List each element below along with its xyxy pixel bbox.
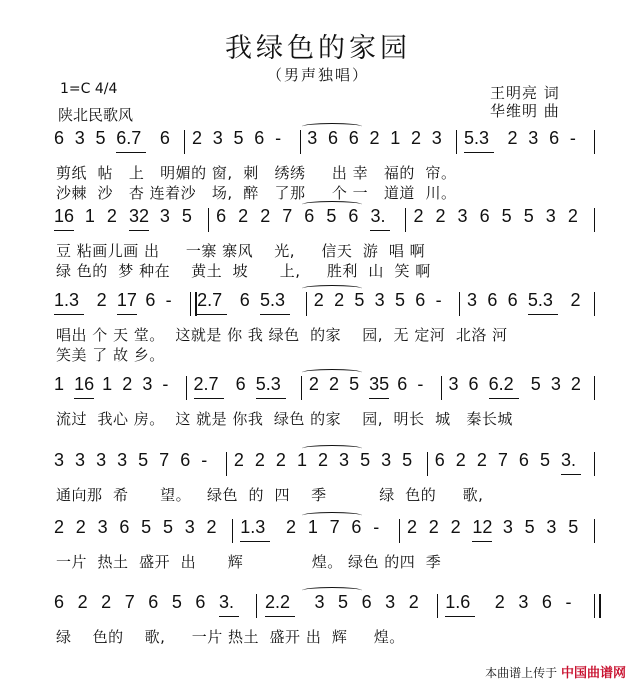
note: 3 [374,290,385,310]
note: 2 [286,517,297,537]
note: 5 [354,290,365,310]
note: 2 [406,517,417,537]
note: 6 [351,517,362,537]
beam-underline [240,541,270,542]
note: 3. [370,206,386,226]
note: - [165,290,172,310]
note: 5 [539,450,550,470]
beam-underline [445,616,475,617]
note: 2.7 [197,290,223,310]
note: 6 [304,206,315,226]
note: 1.3 [54,290,80,310]
note: 5 [360,450,371,470]
note: 2 [254,450,265,470]
note: 1 [307,517,318,537]
bar-line [232,519,233,543]
note: 2 [101,592,112,612]
note: 2 [570,374,581,394]
note: 5 [402,450,413,470]
bar-line [427,452,428,476]
note: 1 [102,374,113,394]
note: 3 [431,128,442,148]
note: 2 [260,206,271,226]
note: 6 [180,450,191,470]
note: 5 [524,517,535,537]
note: 6 [541,592,552,612]
note: - [417,374,424,394]
note-row [0,374,636,404]
note: 2 [450,517,461,537]
note: 5 [233,128,244,148]
note: 2 [494,592,505,612]
note: 2 [313,290,324,310]
lyric-line-1: 通向那 希 望。 绿色 的 四 季 绿 色的 歌, [56,486,484,504]
note: 1 [54,374,65,394]
note: 3 [96,450,107,470]
note: 6 [119,517,130,537]
note: 6 [549,128,560,148]
beam-underline [74,398,94,399]
note: 3 [528,128,539,148]
note: 3 [381,450,392,470]
note: 2.7 [193,374,219,394]
note: 5 [95,128,106,148]
note: 5.3 [463,128,489,148]
note: 5.3 [255,374,281,394]
bar-line [405,208,406,232]
note: 3 [212,128,223,148]
note: 6 [397,374,408,394]
lyric-line-1: 一片 热土 盛开 出 辉 煌。 绿色 的四 季 [56,553,442,571]
note: - [435,290,442,310]
note: 5 [338,592,349,612]
note: 5 [394,290,405,310]
beam-underline [528,314,558,315]
beam-underline [265,616,295,617]
note: - [201,450,208,470]
slur-mark [302,123,362,130]
note: 6 [216,206,227,226]
note: 3 [97,517,108,537]
slur-mark [302,369,362,376]
bar-line [399,519,400,543]
note: 3 [467,290,478,310]
song-title: 我绿色的家园 [225,33,411,64]
lyric-line-1: 剪纸 帖 上 明媚的 窗, 刺 绣绣 出 幸 福的 帘。 [56,164,457,182]
note: 6 [54,592,65,612]
note: 7 [159,450,170,470]
note: 6.2 [488,374,514,394]
note: 3 [75,450,86,470]
bar-line [594,519,595,543]
note: - [373,517,380,537]
note: 3 [546,517,557,537]
note: 2 [570,290,581,310]
slur-mark [302,285,362,292]
song-subtitle: （男声独唱） [266,66,369,84]
composer-credit: 华维明 曲 [490,102,560,120]
note: 16 [74,374,95,394]
note: 5 [349,374,360,394]
note: 2 [75,517,86,537]
note: 3 [550,374,561,394]
note: 3. [218,592,234,612]
note: 2 [455,450,466,470]
note: 7 [282,206,293,226]
note: 3 [184,517,195,537]
note: 5 [523,206,534,226]
lyric-line-2: 笑美 了 故 乡。 [56,346,165,364]
note: 2 [411,128,422,148]
bar-line [306,292,307,316]
note: 35 [369,374,390,394]
note: 1 [390,128,401,148]
note: 3 [339,450,350,470]
lyric-line-2: 沙棘 沙 杏 连着沙 场, 醉 了那 个 一 道道 川。 [56,184,457,202]
note: 2 [238,206,249,226]
note: 6 [468,374,479,394]
note: 17 [116,290,137,310]
note: 1.3 [240,517,266,537]
note: 6 [415,290,426,310]
beam-underline [197,314,227,315]
beam-underline [464,152,494,153]
note: 2.2 [264,592,290,612]
lyric-line-1: 豆 粘画儿画 出 一寨 寨风 光, 信天 游 唱 啊 [56,242,426,260]
note: 2 [413,206,424,226]
note: - [162,374,169,394]
beam-underline [54,314,84,315]
note-row [0,592,636,622]
note: 32 [128,206,149,226]
note: 2 [106,206,117,226]
note: 12 [472,517,493,537]
note: 2 [192,128,203,148]
note: 3 [159,206,170,226]
note: 2 [206,517,217,537]
note: 6 [361,592,372,612]
note: 7 [497,450,508,470]
note-row [0,450,636,480]
note: 2 [275,450,286,470]
note: 3. [560,450,576,470]
bar-line [208,208,209,232]
note: 5 [501,206,512,226]
double-bar-line [594,594,601,618]
lyric-line-1: 流过 我心 房。 这 就是 你我 绿色 的家 园, 明长 城 秦长城 [56,410,513,428]
beam-underline [54,230,74,231]
bar-line [456,130,457,154]
beam-underline [260,314,290,315]
note: 2 [369,128,380,148]
note: 2 [77,592,88,612]
note: 3 [518,592,529,612]
note: - [569,128,576,148]
note: 2 [96,290,107,310]
slur-mark [302,587,362,594]
lyric-line-2: 绿 色的 梦 种在 黄土 坡 上, 胜利 山 笑 啊 [56,262,431,280]
note: 2 [318,450,329,470]
note-row [0,206,636,236]
note: 5 [141,517,152,537]
note: 6 [195,592,206,612]
bar-line [186,376,187,400]
note: 6 [254,128,265,148]
note: 3 [545,206,556,226]
note: 3 [74,128,85,148]
note: 2 [567,206,578,226]
note: 7 [124,592,135,612]
bar-line [256,594,257,618]
bar-line [226,452,227,476]
bar-line [300,130,301,154]
slur-mark [302,201,362,208]
bar-line [437,594,438,618]
note: 6 [479,206,490,226]
note: 6 [159,128,170,148]
beam-underline [561,474,581,475]
note: 6.7 [116,128,142,148]
note: 6 [518,450,529,470]
note: 7 [329,517,340,537]
note: 6 [434,450,445,470]
note: 5 [181,206,192,226]
beam-underline [116,152,146,153]
footer-text: 本曲谱上传于 [485,666,558,680]
bar-line [594,208,595,232]
note: 5 [568,517,579,537]
double-bar-line [190,292,197,316]
note: 5 [138,450,149,470]
lyricist-credit: 王明亮 词 [490,84,560,102]
note: 2 [233,450,244,470]
note: 3 [502,517,513,537]
beam-underline [472,541,492,542]
note: 3 [142,374,153,394]
note: 6 [145,290,156,310]
note: 6 [507,290,518,310]
score-system [0,290,636,374]
bar-line [594,376,595,400]
bar-line [301,376,302,400]
beam-underline [256,398,286,399]
bar-line [459,292,460,316]
bar-line [594,130,595,154]
note: 6 [487,290,498,310]
bar-line [594,292,595,316]
note: 16 [54,206,75,226]
beam-underline [370,230,390,231]
note: - [565,592,572,612]
note: 2 [428,517,439,537]
note: 6 [348,128,359,148]
beam-underline [369,398,389,399]
beam-underline [117,314,137,315]
note: 5 [326,206,337,226]
note: 5.3 [527,290,553,310]
note: 6 [235,374,246,394]
slur-mark [302,512,362,519]
note-row [0,290,636,320]
bar-line [441,376,442,400]
lyric-line-1: 绿 色的 歌, 一片 热土 盛开 出 辉 煌。 [56,628,405,646]
note-row [0,128,636,158]
note: 5.3 [260,290,286,310]
note: 2 [308,374,319,394]
beam-underline [219,616,239,617]
note: 3 [117,450,128,470]
bar-line [594,452,595,476]
note: 2 [122,374,133,394]
note: 5 [530,374,541,394]
note: 2 [54,517,65,537]
note: 1.6 [445,592,471,612]
bar-line [184,130,185,154]
key-signature: 1=C 4/4 [60,81,118,97]
note: 2 [334,290,345,310]
note: 3 [307,128,318,148]
note: 2 [329,374,340,394]
beam-underline [194,398,224,399]
note: 1 [296,450,307,470]
upload-footer [0,662,626,681]
note: 6 [54,128,65,148]
note-row [0,517,636,547]
note: 5 [171,592,182,612]
note: 5 [162,517,173,537]
score-system [0,206,636,290]
note: 6 [148,592,159,612]
slur-mark [302,445,362,452]
note: 3 [448,374,459,394]
note: 6 [328,128,339,148]
style-marking: 陕北民歌风 [58,106,134,124]
note: 6 [348,206,359,226]
beam-underline [489,398,519,399]
beam-underline [129,230,149,231]
note: 3 [385,592,396,612]
note: 3 [457,206,468,226]
note: 1 [84,206,95,226]
lyric-line-1: 唱出 个 天 堂。 这就是 你 我 绿色 的家 园, 无 定河 北洛 河 [56,326,508,344]
note: 3 [314,592,325,612]
note: 2 [435,206,446,226]
note: 6 [239,290,250,310]
score-system [0,128,636,212]
note: 2 [507,128,518,148]
note: 3 [54,450,65,470]
note: 2 [408,592,419,612]
note: 2 [476,450,487,470]
site-logo: 中国曲谱网 [560,666,626,681]
note: - [275,128,282,148]
